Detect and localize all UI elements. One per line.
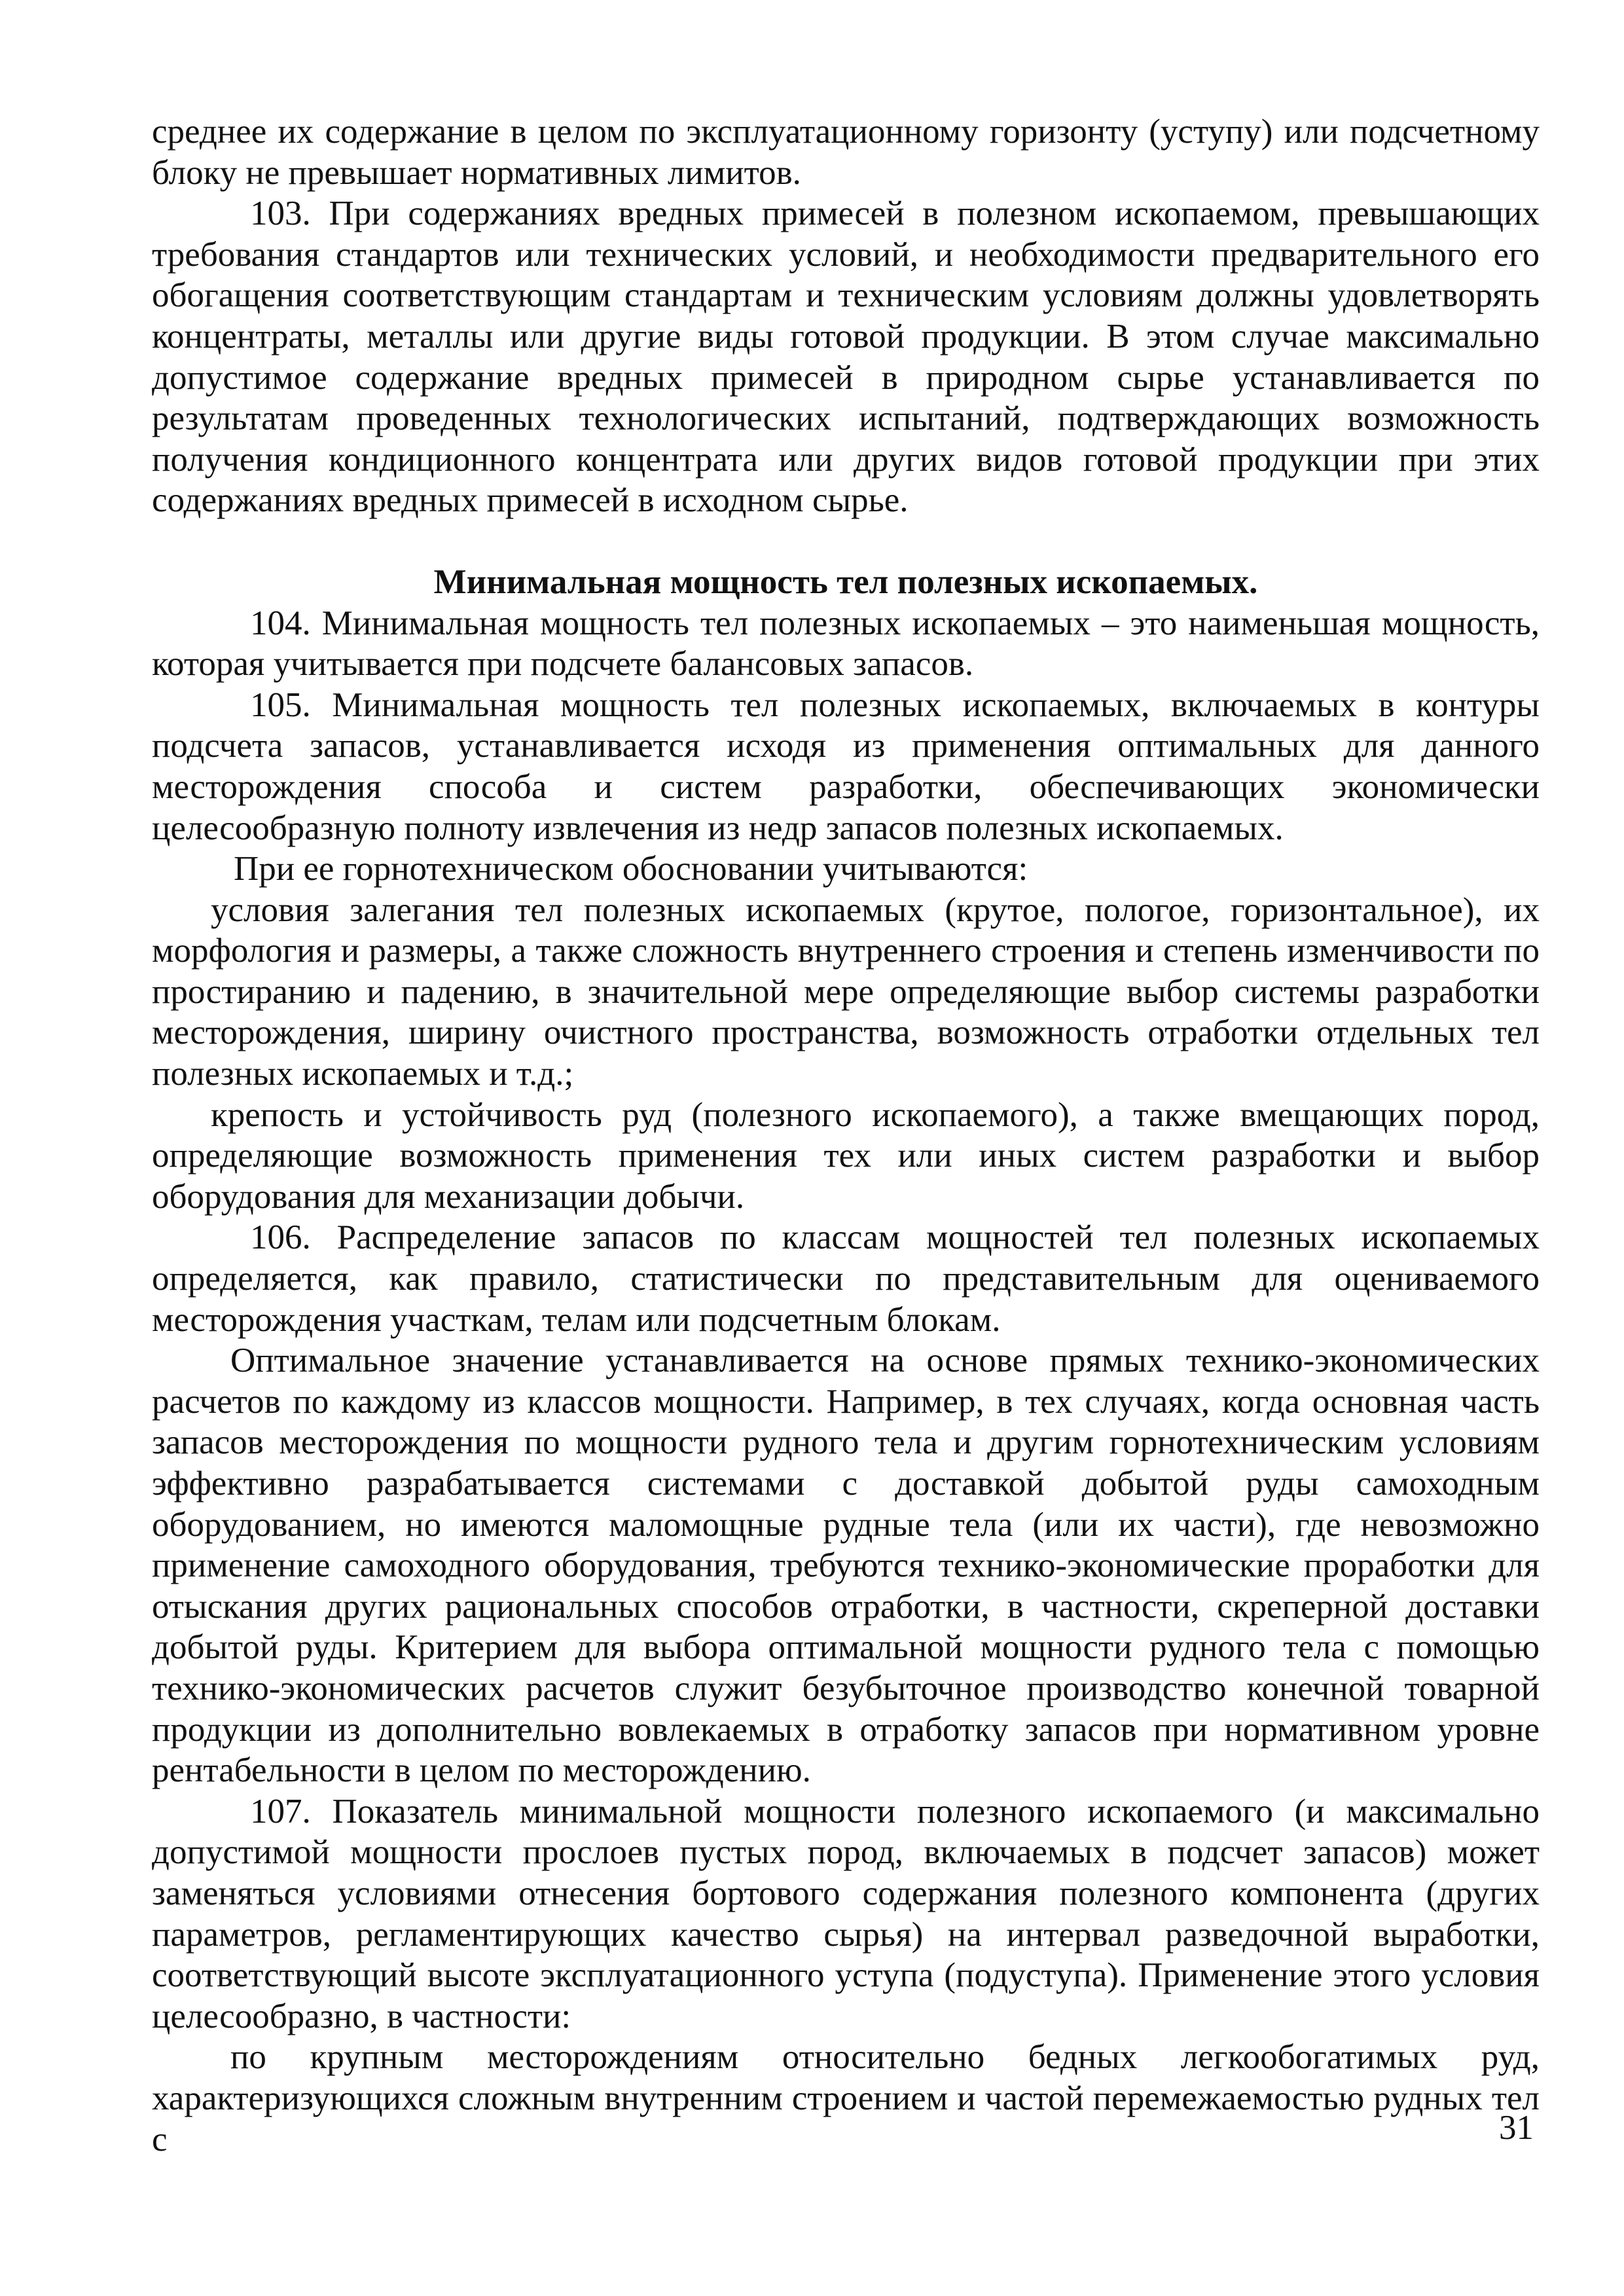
section-heading: Минимальная мощность тел полезных ископаемых.	[433, 562, 1258, 601]
paragraph-105: 105. Минимальная мощность тел полезных ископаемых, включаемых в контуры подсчета запасов, устанавливается исходя из применения оптимальных для данного месторождения способа и систем разработки, обеспечивающих экономически целесообразную полноту извлечения из недр запасов полезных ископаемых.	[152, 685, 1540, 847]
paragraph-107: 107. Показатель минимальной мощности полезного ископаемого (и максимально допустимой мощности прослоев пустых пород, включаемых в подсчет запасов) может заменяться условиями отнесения бортового содержания полезного компонента (других параметров, регламентирующих качество сырья) на интервал разведочной выработки, соответствующий высоте эксплуатационного уступа (подуступа). Применение этого условия целесообразно, в частности:	[152, 1792, 1540, 2035]
paragraph-considerations-intro: При ее горнотехническом обосновании учитываются:	[234, 850, 1028, 888]
document-page	[152, 111, 1540, 2160]
paragraph-continuation: среднее их содержание в целом по эксплуатационному горизонту (уступу) или подсчетному блоку не превышает нормативных лимитов.	[152, 113, 1540, 192]
paragraph-104: 104. Минимальная мощность тел полезных ископаемых – это наименьшая мощность, которая учитывается при подсчете балансовых запасов.	[152, 604, 1540, 683]
paragraph-103: 103. При содержаниях вредных примесей в полезном ископаемом, превышающих требования стандартов или технических условий, и необходимости предварительного его обогащения соответствующим стандартам и техническим условиям должны удовлетворять концентраты, металлы или другие виды готовой продукции. В этом случае максимально допустимое содержание вредных примесей в природном сырье устанавливается по результатам проведенных технологических испытаний, подтверждающих возможность получения кондиционного концентрата или других видов готовой продукции при этих содержаниях вредных примесей в исходном сырье.	[152, 194, 1540, 520]
paragraph-bedding-conditions: условия залегания тел полезных ископаемых (крутое, пологое, горизонтальное), их морфология и размеры, а также сложность внутреннего строения и степень изменчивости по простиранию и падению, в значительной мере определяющие выбор системы разработки месторождения, ширину очистного пространства, возможность отработки отдельных тел полезных ископаемых и т.д.;	[152, 890, 1540, 1093]
paragraph-ore-strength: крепость и устойчивость руд (полезного ископаемого), а также вмещающих пород, определяющие возможность применения тех или иных систем разработки и выбор оборудования для механизации добычи.	[152, 1095, 1540, 1216]
paragraph-optimal-value: Оптимальное значение устанавливается на основе прямых технико-экономических расчетов по каждому из классов мощности. Например, в тех случаях, когда основная часть запасов месторождения по мощности рудного тела и другим горнотехническим условиям эффективно разрабатывается системами с доставкой добытой руды самоходным оборудованием, но имеются маломощные рудные тела (или их части), где невозможно применение самоходного оборудования, требуются технико-экономические проработки для отыскания других рациональных способов отработки, в частности, скреперной доставки добытой руды. Критерием для выбора оптимальной мощности рудного тела с помощью технико-экономических расчетов служит безубыточное производство конечной товарной продукции из дополнительно вовлекаемых в отработку запасов при нормативном уровне рентабельности в целом по месторождению.	[152, 1341, 1540, 1790]
paragraph-106: 106. Распределение запасов по классам мощностей тел полезных ископаемых определяется, как правило, статистически по представительным для оцениваемого месторождения участкам, телам или подсчетным блокам.	[152, 1218, 1540, 1339]
paragraph-large-deposits: по крупным месторождениям относительно бедных легкообогатимых руд, характеризующихся сложным внутренним строением и частой перемежаемостью рудных тел с	[152, 2038, 1540, 2159]
page-number: 31	[1499, 2109, 1534, 2147]
